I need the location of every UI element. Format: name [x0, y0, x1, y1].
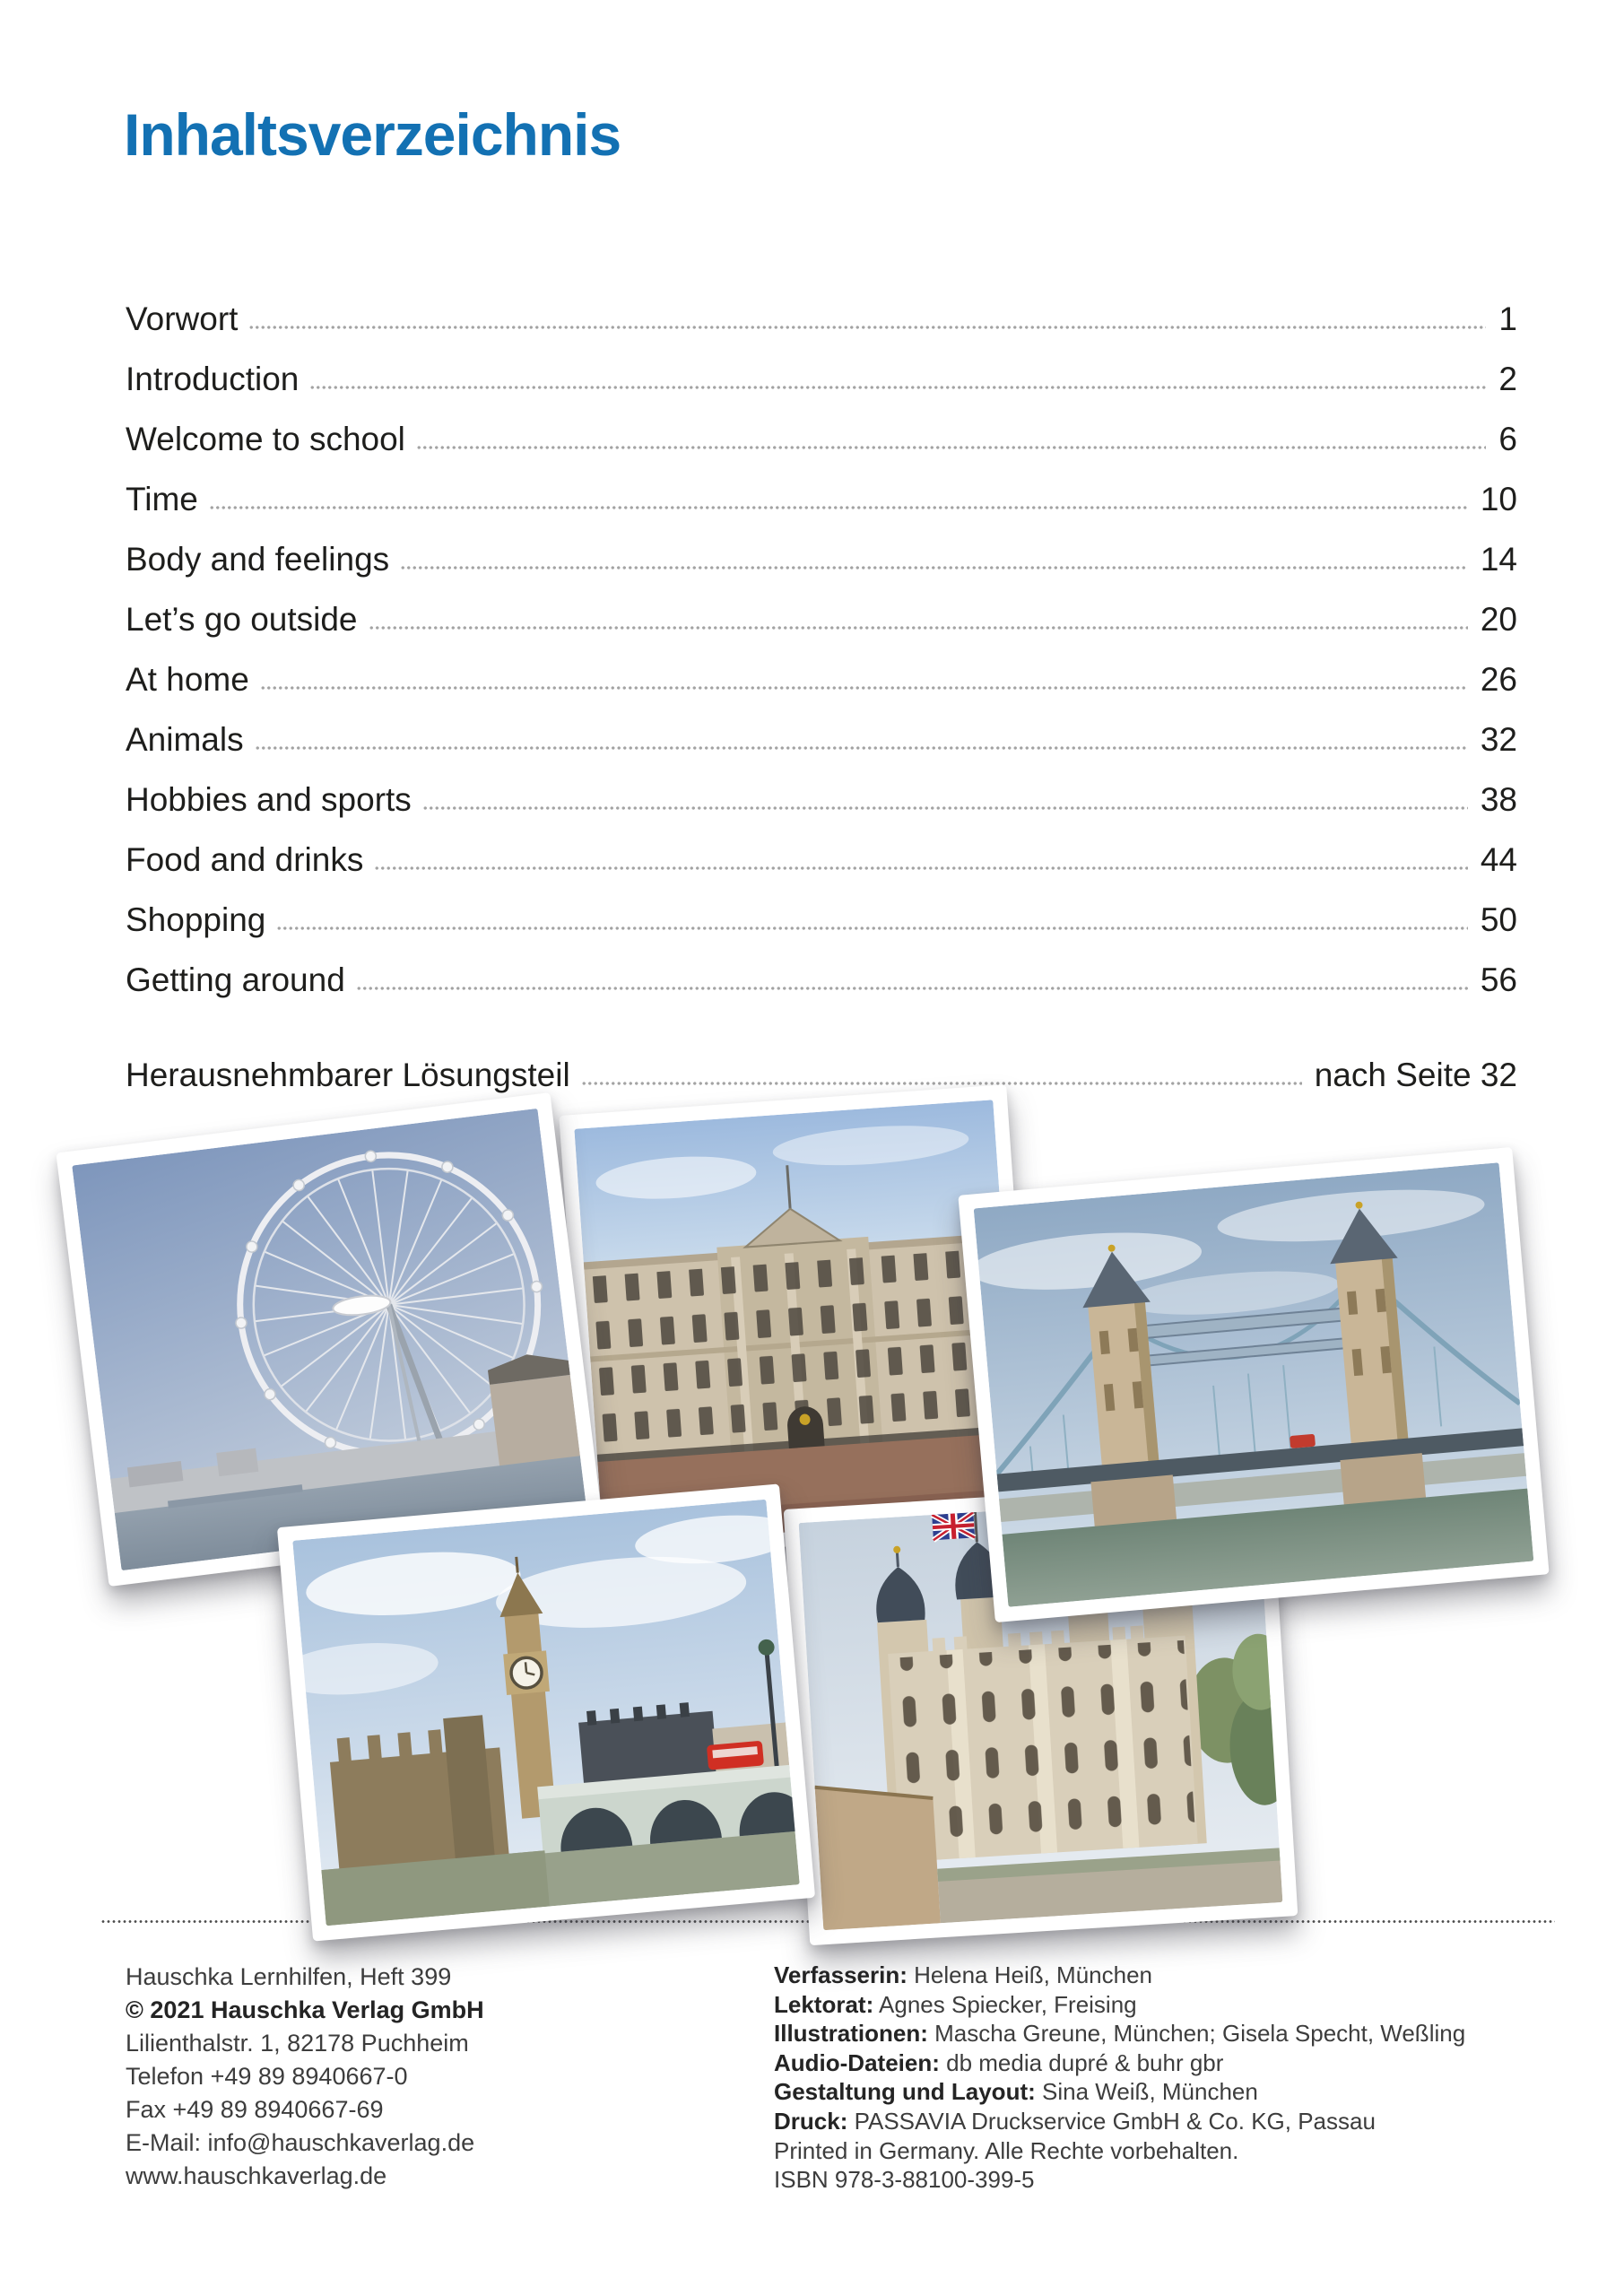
toc-page-number: 1	[1498, 300, 1517, 337]
toc-row	[126, 586, 1517, 646]
credit-label: Illustrationen:	[774, 2020, 928, 2048]
footer-line-copyright: © 2021 Hauschka Verlag GmbH	[126, 1996, 484, 2023]
toc-entry-label: Shopping	[126, 901, 266, 938]
toc-entry-label: Hobbies and sports	[126, 781, 412, 818]
dot-leader	[276, 926, 1467, 930]
credit-text: Sina Weiß, München	[1035, 2078, 1258, 2106]
toc-page-number: 26	[1480, 661, 1517, 698]
toc-entry-label: Animals	[126, 721, 244, 758]
toc-page-number: 50	[1480, 901, 1517, 938]
credit-label: Verfasserin:	[774, 1961, 908, 1988]
toc-row	[126, 766, 1517, 826]
toc-row	[126, 646, 1517, 706]
footer-credit-line-isbn	[774, 2165, 1465, 2195]
dot-leader	[356, 987, 1468, 990]
credit-label: Druck:	[774, 2107, 848, 2135]
dot-leader	[374, 866, 1468, 870]
toc-page-number: 20	[1480, 601, 1517, 638]
toc-row	[126, 706, 1517, 766]
footer-line-phone: Telefon +49 89 8940667-0	[126, 2063, 408, 2090]
credit-label: Audio-Dateien:	[774, 2048, 940, 2076]
toc-page-number: 14	[1480, 541, 1517, 578]
dot-leader	[309, 386, 1486, 389]
dot-leader	[248, 326, 1486, 329]
dot-leader	[400, 566, 1468, 570]
footer-credit-line	[774, 2107, 1465, 2136]
toc-row	[126, 826, 1517, 886]
photo-tower-bridge	[958, 1147, 1549, 1622]
toc-page-number: 56	[1480, 961, 1517, 998]
toc-row	[126, 946, 1517, 1006]
photo-big-ben-westminster	[277, 1483, 815, 1941]
credit-text: ISBN 978-3-88100-399-5	[774, 2166, 1035, 2194]
toc-page-number: 2	[1498, 361, 1517, 397]
dot-leader	[209, 506, 1468, 509]
toc-entry-label: Time	[126, 481, 198, 517]
toc-page-number: 38	[1480, 781, 1517, 818]
credit-text: Helena Heiß, München	[907, 1961, 1153, 1988]
toc-row	[126, 345, 1517, 405]
toc-page-number: nach Seite 32	[1314, 1057, 1517, 1093]
toc-row	[126, 285, 1517, 345]
toc-page-number: 44	[1480, 841, 1517, 878]
toc-page-number: 32	[1480, 721, 1517, 758]
toc-entry-label: Introduction	[126, 361, 300, 397]
footer-line-website: www.hauschkaverlag.de	[126, 2162, 387, 2189]
footer-credit-line	[774, 2019, 1465, 2048]
footer-credit-line	[774, 2077, 1465, 2107]
dot-leader	[260, 686, 1468, 690]
buckingham-palace-image	[574, 1100, 1021, 1545]
london-eye-image	[72, 1109, 587, 1570]
toc-entry-label: Welcome to school	[126, 421, 405, 457]
footer-credit-line	[774, 1961, 1465, 1990]
footer-line-series: Hauschka Lernhilfen, Heft 399	[126, 1963, 452, 1990]
toc-page-number: 10	[1480, 481, 1517, 517]
credit-text: PASSAVIA Druckservice GmbH & Co. KG, Passau	[847, 2107, 1376, 2135]
dot-leader	[255, 746, 1468, 750]
footer-publisher-block	[126, 1961, 484, 2193]
dot-leader	[422, 806, 1468, 810]
toc-row-loesungsteil	[126, 1048, 1517, 1101]
big-ben-image	[292, 1500, 800, 1926]
footer-credits-block	[774, 1961, 1465, 2195]
toc-entry-label: Let’s go outside	[126, 601, 358, 638]
toc-row	[126, 886, 1517, 946]
dot-leader	[369, 626, 1468, 630]
footer-credit-line	[774, 1990, 1465, 2020]
dot-leader	[581, 1082, 1302, 1085]
toc-entry-label: Herausnehmbarer Lösungsteil	[126, 1057, 570, 1093]
toc-entry-label: Vorwort	[126, 300, 239, 337]
toc-row	[126, 526, 1517, 586]
toc-entry-label: Body and feelings	[126, 541, 390, 578]
credit-text: Mascha Greune, München; Gisela Specht, Weßling	[927, 2020, 1466, 2048]
tower-bridge-image	[974, 1162, 1534, 1607]
credit-label: Gestaltung und Layout:	[774, 2078, 1036, 2106]
page-title: Inhaltsverzeichnis	[124, 101, 621, 168]
credit-text: Printed in Germany. Alle Rechte vorbehalten.	[774, 2136, 1239, 2164]
toc-entry-label: Food and drinks	[126, 841, 364, 878]
credit-text: Agnes Spiecker, Freising	[873, 1990, 1137, 2018]
toc-entry-label: At home	[126, 661, 249, 698]
credit-label: Lektorat:	[774, 1990, 874, 2018]
toc-entry-label: Getting around	[126, 961, 345, 998]
dot-leader	[416, 446, 1487, 449]
toc-row	[126, 405, 1517, 465]
footer-line-address: Lilienthalstr. 1, 82178 Puchheim	[126, 2030, 469, 2057]
toc-row	[126, 465, 1517, 526]
credit-text: db media dupré & buhr gbr	[939, 2048, 1224, 2076]
toc-list	[126, 285, 1517, 1006]
photo-buckingham-palace	[559, 1084, 1037, 1561]
toc-page-number: 6	[1498, 421, 1517, 457]
footer-line-email: E-Mail: info@hauschkaverlag.de	[126, 2129, 475, 2156]
footer-credit-line	[774, 2048, 1465, 2078]
footer-line-fax: Fax +49 89 8940667-69	[126, 2096, 384, 2123]
footer-credit-line	[774, 2136, 1465, 2166]
